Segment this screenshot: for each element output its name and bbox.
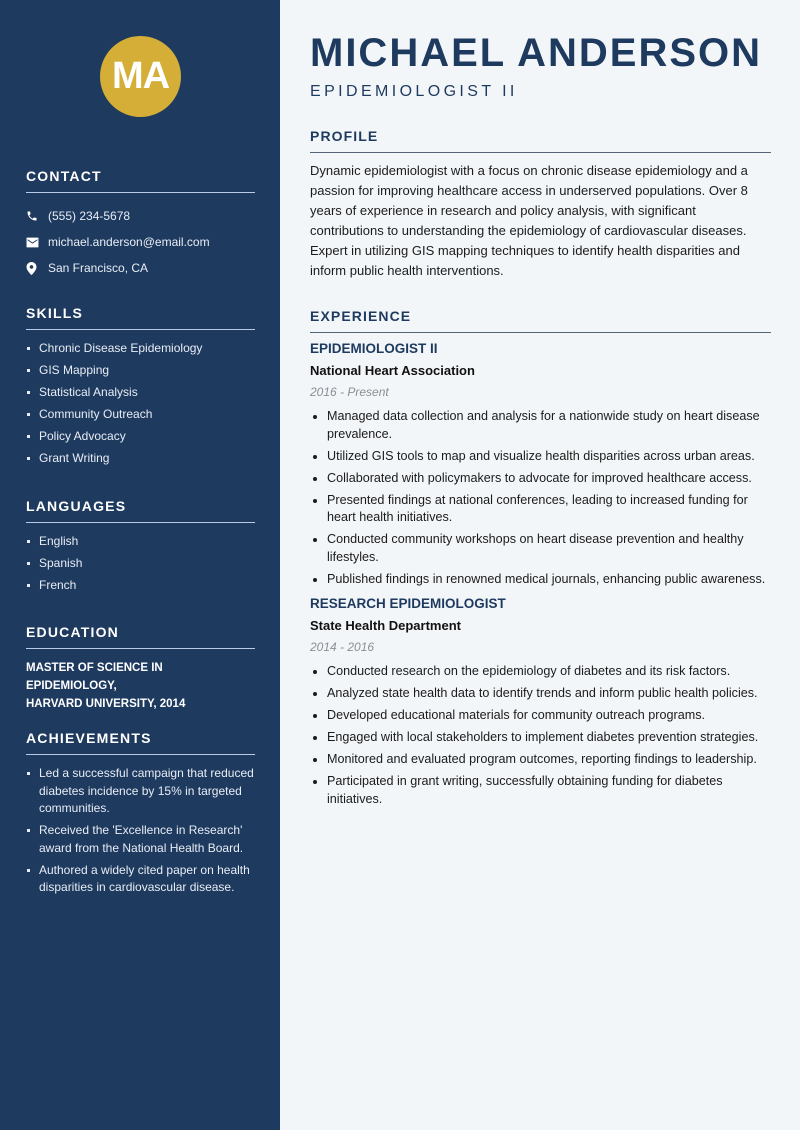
languages-section	[26, 498, 255, 599]
job-title: RESEARCH EPIDEMIOLOGIST	[310, 596, 506, 611]
job-company: State Health Department	[310, 618, 461, 633]
education-line-2: HARVARD UNIVERSITY, 2014	[26, 698, 186, 710]
job-bullet: Developed educational materials for community outreach programs.	[310, 707, 771, 725]
contact-phone	[26, 203, 255, 229]
skill-item: Chronic Disease Epidemiology	[26, 340, 255, 358]
job-bullet: Conducted community workshops on heart disease prevention and healthy lifestyles.	[310, 531, 771, 566]
skills-heading: SKILLS	[26, 305, 255, 330]
achievement-item: Led a successful campaign that reduced diabetes incidence by 15% in targeted communities.	[26, 765, 255, 818]
achievements-heading: ACHIEVEMENTS	[26, 730, 255, 755]
sidebar	[0, 0, 280, 1130]
achievement-item: Authored a widely cited paper on health disparities in cardiovascular disease.	[26, 862, 255, 897]
job-bullet: Participated in grant writing, successfully obtaining funding for diabetes initiatives.	[310, 773, 771, 808]
skills-list	[26, 340, 255, 468]
education-heading: EDUCATION	[26, 624, 255, 649]
job-dates: 2016 - Present	[310, 385, 389, 399]
contact-section	[26, 168, 255, 281]
languages-list	[26, 533, 255, 595]
location-pin-icon	[26, 262, 48, 275]
job-bullet: Managed data collection and analysis for a nationwide study on heart disease prevalence.	[310, 408, 771, 443]
email-value[interactable]: michael.anderson@email.com	[48, 235, 210, 249]
skill-item: Grant Writing	[26, 450, 255, 468]
phone-icon	[26, 210, 48, 222]
profile-heading: PROFILE	[310, 128, 771, 153]
avatar	[100, 36, 181, 117]
candidate-title: EPIDEMIOLOGIST II	[310, 83, 518, 100]
education-section	[26, 624, 255, 713]
job-bullet: Monitored and evaluated program outcomes, reporting findings to leadership.	[310, 751, 771, 769]
skill-item: Statistical Analysis	[26, 384, 255, 402]
job-title: EPIDEMIOLOGIST II	[310, 341, 438, 356]
job-dates: 2014 - 2016	[310, 640, 375, 654]
phone-value[interactable]: (555) 234-5678	[48, 209, 131, 223]
job-bullet: Collaborated with policymakers to advocate for improved healthcare access.	[310, 470, 771, 488]
contact-heading: CONTACT	[26, 168, 255, 193]
language-item: Spanish	[26, 555, 255, 573]
skills-section	[26, 305, 255, 472]
candidate-name: MICHAEL ANDERSON	[310, 31, 763, 75]
skill-item: Policy Advocacy	[26, 428, 255, 446]
education-line-1: MASTER OF SCIENCE IN EPIDEMIOLOGY,	[26, 662, 163, 692]
job-entry	[310, 341, 771, 588]
skill-item: GIS Mapping	[26, 362, 255, 380]
job-bullet: Analyzed state health data to identify trends and inform public health policies.	[310, 685, 771, 703]
language-item: French	[26, 577, 255, 595]
job-bullet: Published findings in renowned medical journals, enhancing public awareness.	[310, 571, 771, 589]
contact-email	[26, 229, 255, 255]
achievements-list	[26, 765, 255, 897]
job-bullet: Utilized GIS tools to map and visualize health disparities across urban areas.	[310, 448, 771, 466]
achievement-item: Received the 'Excellence in Research' award from the National Health Board.	[26, 822, 255, 857]
profile-text: Dynamic epidemiologist with a focus on chronic disease epidemiology and a passion for improving healthcare access in underserved populations. Over 8 years of experience in research and policy analysis, with significant contributions to understanding the epidemiology of cardiovascular diseases. Expert in utilizing GIS mapping techniques to identify health disparities and inform public health interventions.	[310, 163, 748, 278]
language-item: English	[26, 533, 255, 551]
experience-heading: EXPERIENCE	[310, 308, 771, 333]
job-company: National Heart Association	[310, 363, 475, 378]
job-entry	[310, 596, 771, 808]
contact-location	[26, 255, 255, 281]
job-bullet: Presented findings at national conferences, leading to increased funding for heart health initiatives.	[310, 492, 771, 527]
job-bullets	[310, 408, 771, 588]
email-icon	[26, 237, 48, 248]
job-bullet: Engaged with local stakeholders to implement diabetes prevention strategies.	[310, 729, 771, 747]
education-degree	[26, 659, 255, 713]
job-bullet: Conducted research on the epidemiology of diabetes and its risk factors.	[310, 663, 771, 681]
avatar-initials: MA	[111, 55, 170, 97]
experience-section	[310, 308, 771, 813]
profile-section	[310, 128, 771, 281]
languages-heading: LANGUAGES	[26, 498, 255, 523]
skill-item: Community Outreach	[26, 406, 255, 424]
job-bullets	[310, 663, 771, 808]
achievements-section	[26, 730, 255, 901]
location-value: San Francisco, CA	[48, 261, 149, 275]
